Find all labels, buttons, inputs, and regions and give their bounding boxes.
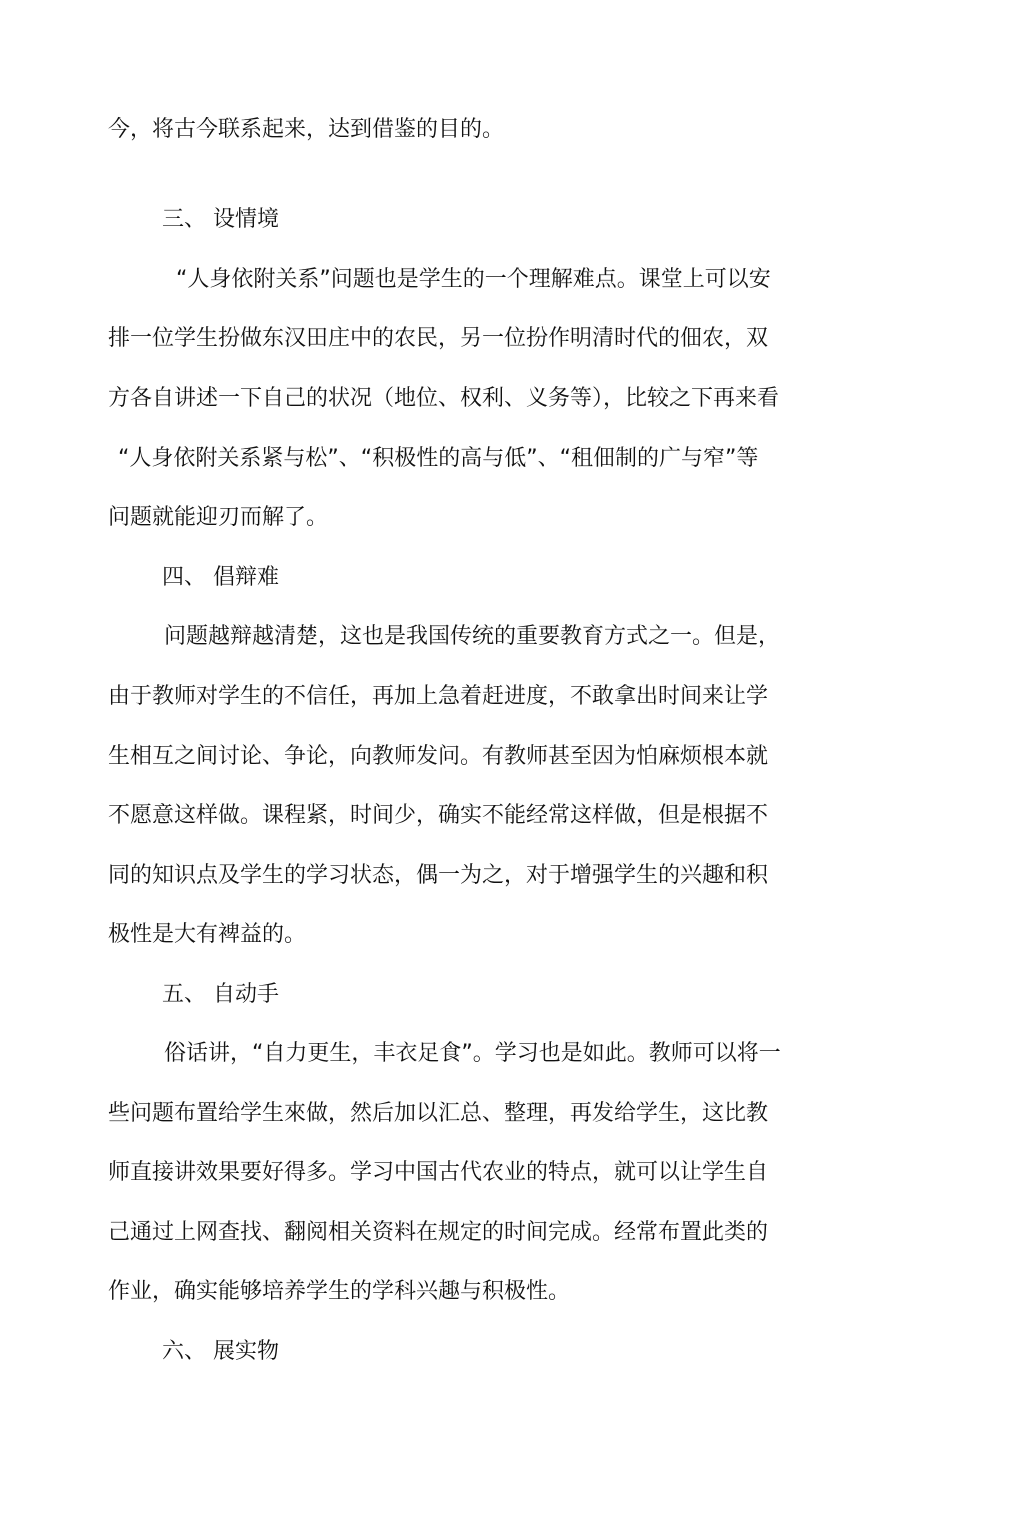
paragraph-line: 生相互之间讨论、争论，向教师发问。有教师甚至因为怕麻烦根本就 xyxy=(108,744,769,769)
section-heading: 三、 设情境 xyxy=(162,207,279,232)
paragraph-line: 己通过上网查找、翻阅相关资料在规定的时间完成。经常布置此类的 xyxy=(108,1220,769,1245)
section-heading: 六、 展实物 xyxy=(162,1339,279,1364)
paragraph-line: 不愿意这样做。课程紧，时间少，确实不能经常这样做，但是根据不 xyxy=(108,803,769,828)
paragraph-line: 问题越辩越清楚，这也是我国传统的重要教育方式之一。但是， xyxy=(164,624,781,649)
paragraph-line: 极性是大有裨益的。 xyxy=(108,922,307,947)
paragraph-line: “人身依附关系”问题也是学生的一个理解难点。课堂上可以安 xyxy=(176,267,771,292)
paragraph-line: 问题就能迎刃而解了。 xyxy=(108,505,329,530)
paragraph-line: 些问题布置给学生來做，然后加以汇总、整理，再发给学生，这比教 xyxy=(108,1101,769,1126)
paragraph-line: “人身依附关系紧与松”、“积极性的高与低”、“租佃制的广与窄”等 xyxy=(118,446,759,471)
paragraph-line: 师直接讲效果要好得多。学习中国古代农业的特点，就可以让学生自 xyxy=(108,1160,769,1185)
paragraph-line: 同的知识点及学生的学习状态，偶一为之，对于增强学生的兴趣和积 xyxy=(108,863,769,888)
paragraph-line: 方各自讲述一下自己的状况（地位、权利、义务等），比较之下再来看 xyxy=(108,386,780,411)
section-heading: 五、 自动手 xyxy=(162,982,279,1007)
paragraph-line: 俗话讲，“自力更生，丰衣足食”。学习也是如此。教师可以将一 xyxy=(164,1041,781,1066)
paragraph-line: 由于教师对学生的不信任，再加上急着赶进度，不敢拿出时间来让学 xyxy=(108,684,769,709)
paragraph-line: 今，将古今联系起来，达到借鉴的目的。 xyxy=(108,117,505,142)
paragraph-line: 排一位学生扮做东汉田庄中的农民，另一位扮作明清时代的佃农，双 xyxy=(108,326,769,351)
paragraph-line: 作业，确实能够培养学生的学科兴趣与积极性。 xyxy=(108,1279,571,1304)
section-heading: 四、 倡辩难 xyxy=(162,565,279,590)
